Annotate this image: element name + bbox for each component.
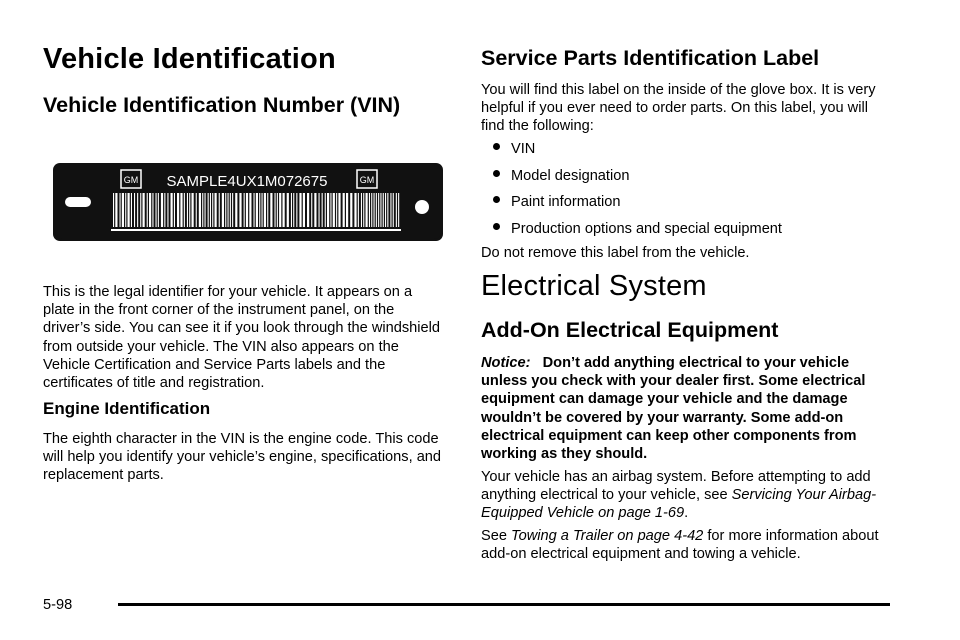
subsection-title-engine-identification: Engine Identification: [43, 399, 211, 418]
engine-description: The eighth character in the VIN is the engine code. This code will help you identify your vehicle’s engine, specifications, and replacement parts.: [43, 431, 442, 484]
airbag-paragraph: Your vehicle has an airbag system. Before attempting to add anything electrical to your vehicle, see Servicing Your Airbag-Equipped Vehicle on page 1-69.: [481, 469, 877, 522]
barcode-bar: [371, 193, 372, 227]
mount-hole-right: [415, 200, 429, 214]
barcode-bar: [275, 193, 276, 227]
barcode-bar: [296, 193, 297, 227]
barcode-bar: [113, 193, 114, 227]
barcode-bar: [189, 193, 190, 227]
barcode-bar: [267, 193, 268, 227]
barcode-bar: [249, 193, 251, 227]
barcode-bar: [279, 193, 281, 227]
barcode-bar: [232, 193, 233, 227]
barcode-bar: [187, 193, 188, 227]
barcode-bar: [336, 193, 337, 227]
list-item: Model designation: [481, 167, 782, 194]
barcode-bar: [147, 193, 148, 227]
section-title-service-parts-label: Service Parts Identification Label: [481, 46, 820, 70]
bullet-icon: [493, 143, 500, 150]
service-parts-warning: Do not remove this label from the vehicle.: [481, 245, 750, 261]
footer-rule: [118, 603, 890, 606]
barcode-bar: [387, 193, 388, 227]
barcode-bar: [333, 193, 335, 227]
vin-plate-illustration: [53, 163, 443, 241]
barcode-bar: [134, 193, 135, 227]
barcode-bar: [212, 193, 213, 227]
barcode-bar: [125, 193, 126, 227]
list-item: Production options and special equipment: [481, 220, 782, 247]
barcode-bar: [322, 193, 323, 227]
vin-barcode: [113, 193, 399, 227]
barcode-bar: [230, 193, 231, 227]
vin-text: SAMPLE4UX1M072675: [166, 173, 328, 190]
bullet-icon: [493, 170, 500, 177]
barcode-bar: [363, 193, 364, 227]
barcode-bar: [158, 193, 159, 227]
barcode-bar: [374, 193, 375, 227]
barcode-bar: [208, 193, 209, 227]
barcode-bar: [256, 193, 258, 227]
barcode-bar: [128, 193, 130, 227]
barcode-bar: [199, 193, 201, 227]
barcode-bar: [205, 193, 206, 227]
barcode-bar: [343, 193, 345, 227]
notice-text: Don’t add anything electrical to your vehicle unless you check with your dealer first. Some electrical equipment can damage your vehicle and the damage wouldn’t be covered by your warranty. Some add-on electrical equipment can keep other components from working as they should.: [481, 355, 866, 463]
barcode-bar: [215, 193, 217, 227]
barcode-bar: [330, 193, 331, 227]
barcode-bar: [270, 193, 272, 227]
barcode-bar: [149, 193, 151, 227]
section-title-electrical-system: Electrical System: [481, 270, 707, 302]
barcode-bar: [131, 193, 132, 227]
barcode-bar: [354, 193, 356, 227]
barcode-bar: [366, 193, 368, 227]
gm-badge-right-text: GM: [359, 175, 375, 185]
barcode-bar: [184, 193, 185, 227]
barcode-bar: [287, 193, 289, 227]
barcode-bar: [156, 193, 157, 227]
barcode-bar: [307, 193, 309, 227]
barcode-bar: [314, 193, 316, 227]
list-item: Paint information: [481, 193, 782, 220]
barcode-bar: [346, 193, 348, 227]
barcode-bar: [239, 193, 241, 227]
barcode-underline: [111, 229, 401, 231]
gm-badge-left-text: GM: [123, 175, 139, 185]
barcode-bar: [143, 193, 145, 227]
barcode-bar: [167, 193, 168, 227]
barcode-bar: [259, 193, 260, 227]
barcode-bar: [225, 193, 226, 227]
airbag-reference-link[interactable]: Servicing Your Airbag-Equipped Vehicle on page 1-69: [481, 487, 877, 522]
section-title-vehicle-identification: Vehicle Identification: [43, 43, 336, 75]
barcode-bar: [254, 193, 255, 227]
barcode-bar: [350, 193, 352, 227]
list-item: VIN: [481, 140, 782, 167]
barcode-bar: [327, 193, 329, 227]
barcode-bar: [228, 193, 229, 227]
barcode-bar: [219, 193, 220, 227]
barcode-bar: [171, 193, 173, 227]
barcode-bar: [393, 193, 394, 227]
barcode-bar: [222, 193, 224, 227]
notice-label: Notice:: [481, 355, 531, 371]
barcode-bar: [369, 193, 370, 227]
towing-reference-link[interactable]: Towing a Trailer on page 4-42: [511, 528, 704, 544]
barcode-bar: [398, 193, 399, 227]
barcode-bar: [358, 193, 359, 227]
barcode-bar: [338, 193, 340, 227]
barcode-bar: [396, 193, 397, 227]
barcode-bar: [325, 193, 326, 227]
barcode-bar: [303, 193, 305, 227]
barcode-bar: [264, 193, 266, 227]
service-parts-list: [481, 140, 782, 246]
barcode-bar: [380, 193, 381, 227]
barcode-bar: [361, 193, 362, 227]
barcode-bar: [246, 193, 248, 227]
barcode-bar: [115, 193, 117, 227]
barcode-bar: [293, 193, 294, 227]
barcode-bar: [376, 193, 377, 227]
barcode-bar: [299, 193, 301, 227]
towing-paragraph: See Towing a Trailer on page 4-42 for more information about add-on electrical equipment and towing a vehicle.: [481, 528, 879, 563]
barcode-bar: [383, 193, 384, 227]
barcode-bar: [196, 193, 197, 227]
barcode-bar: [378, 193, 379, 227]
vin-plate-graphic: [53, 163, 443, 241]
barcode-bar: [291, 193, 292, 227]
barcode-bar: [277, 193, 278, 227]
service-parts-description: You will find this label on the inside of the glove box. It is very helpful if you ever need to order parts. On this label, you will find the following:: [481, 82, 876, 135]
barcode-bar: [390, 193, 391, 227]
barcode-bar: [235, 193, 237, 227]
barcode-bar: [210, 193, 211, 227]
barcode-bar: [262, 193, 263, 227]
barcode-bar: [202, 193, 203, 227]
bullet-icon: [493, 223, 500, 230]
barcode-bar: [161, 193, 163, 227]
barcode-bar: [152, 193, 153, 227]
subsection-title-vin: Vehicle Identification Number (VIN): [43, 93, 401, 117]
bullet-icon: [493, 196, 500, 203]
barcode-bar: [319, 193, 320, 227]
barcode-bar: [174, 193, 175, 227]
barcode-bar: [120, 193, 121, 227]
barcode-bar: [177, 193, 179, 227]
barcode-bar: [122, 193, 124, 227]
vin-description: This is the legal identifier for your vehicle. It appears on a plate in the front corner of the instrument panel, on the driver’s side. You can see it if you look through the windshield from outside your vehicle. The VIN also appears on the Vehicle Certification and Service Parts labels and the certificates of title and registration.: [43, 284, 440, 392]
barcode-bar: [164, 193, 165, 227]
notice-block: [481, 354, 891, 463]
barcode-bar: [283, 193, 285, 227]
barcode-bar: [180, 193, 182, 227]
page-number: 5-98: [43, 597, 73, 613]
subsection-title-add-on-equipment: Add-On Electrical Equipment: [481, 318, 779, 342]
mount-slot-left: [65, 197, 91, 207]
barcode-bar: [140, 193, 141, 227]
barcode-bar: [244, 193, 245, 227]
barcode-bar: [192, 193, 194, 227]
barcode-bar: [137, 193, 138, 227]
barcode-bar: [385, 193, 386, 227]
barcode-bar: [311, 193, 312, 227]
